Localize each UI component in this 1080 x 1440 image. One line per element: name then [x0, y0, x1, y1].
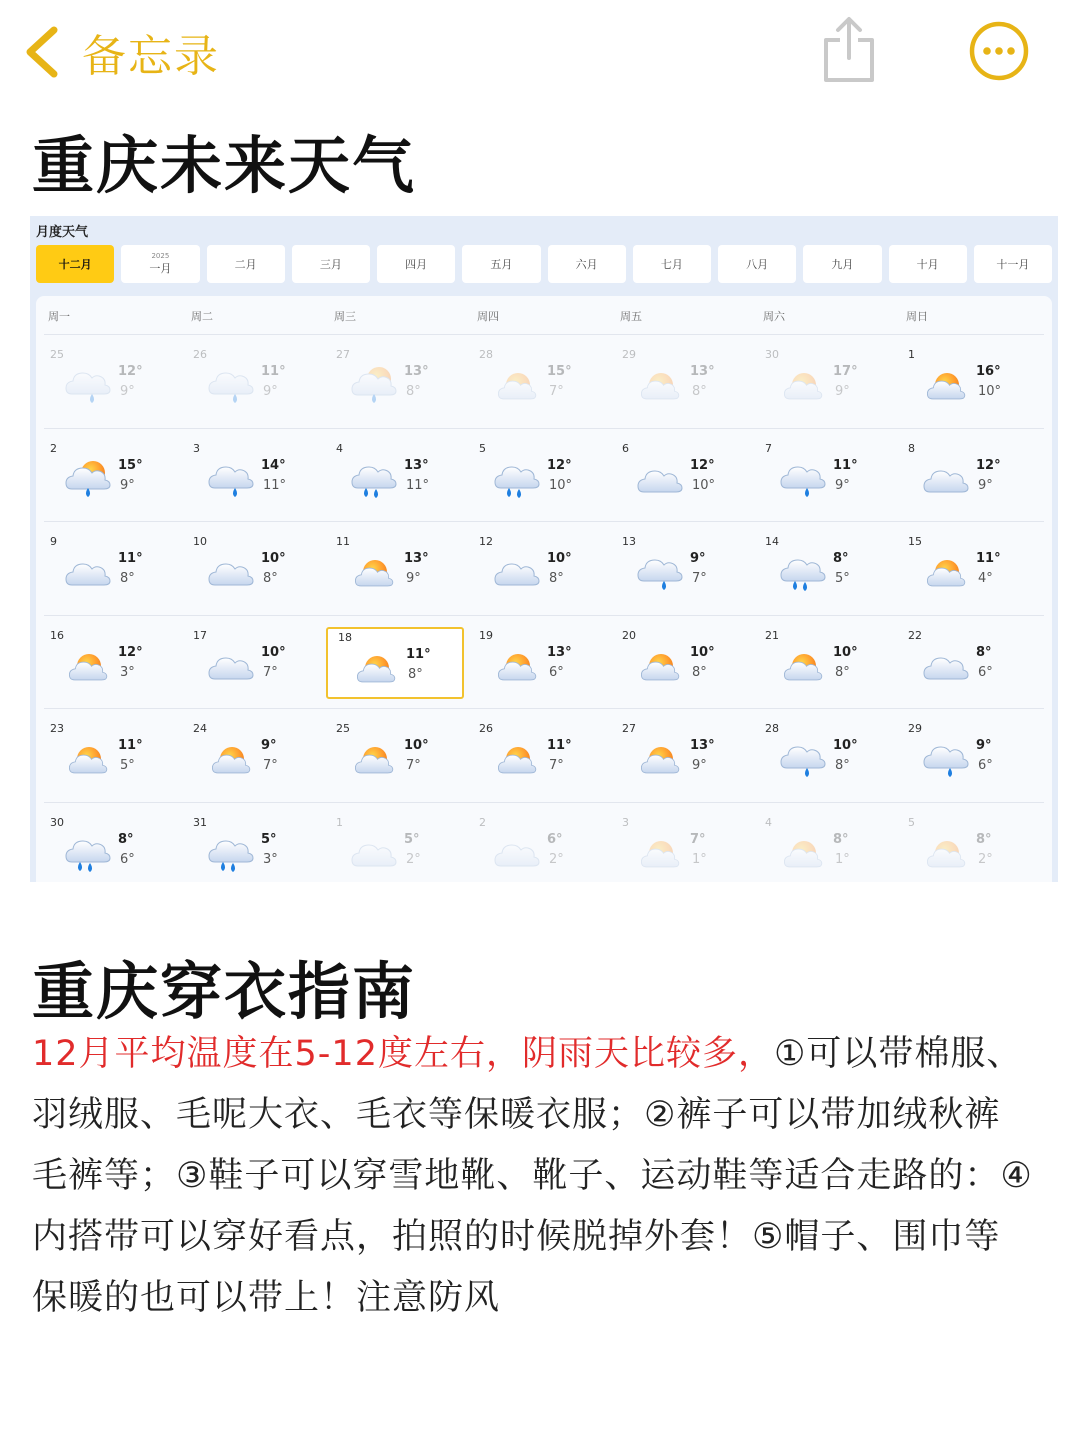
cloud-icon [920, 458, 972, 500]
day-number: 4 [765, 815, 772, 829]
calendar-day[interactable] [326, 346, 464, 418]
month-tab[interactable] [462, 245, 540, 283]
low-temp: 7° [549, 758, 564, 773]
low-temp: 9° [978, 477, 993, 493]
tab-label: 九月 [831, 258, 854, 271]
low-temp: 11° [263, 477, 287, 493]
high-temp: 10° [547, 551, 572, 566]
low-temp: 7° [549, 384, 564, 399]
day-number: 24 [193, 722, 207, 735]
calendar-day[interactable] [612, 346, 750, 418]
sun-cloud-rain-icon [348, 364, 400, 406]
more-options-icon[interactable] [968, 20, 1030, 82]
day-number: 13 [622, 535, 636, 548]
sun-cloud-icon [777, 364, 829, 406]
high-temp: 10° [833, 738, 858, 753]
sun-cloud-icon [350, 647, 402, 689]
high-temp: 12° [976, 457, 1001, 473]
low-temp: 6° [978, 664, 993, 680]
calendar-day[interactable] [755, 814, 893, 883]
weekday-label: 周三 [334, 310, 356, 323]
tab-year: 2025 [151, 252, 170, 260]
tab-label: 十二月 [58, 258, 92, 271]
calendar-day[interactable] [40, 533, 178, 605]
month-tab[interactable] [121, 245, 199, 283]
month-tab[interactable] [377, 245, 455, 283]
weekday-label: 周日 [906, 310, 928, 323]
cloud-icon [348, 832, 400, 874]
sun-cloud-icon [491, 738, 543, 780]
day-number: 27 [622, 722, 636, 735]
row-divider [44, 521, 1044, 522]
tab-label: 三月 [319, 258, 342, 271]
low-temp: 9° [120, 384, 135, 399]
tab-label: 一月 [149, 262, 172, 275]
high-temp: 7° [690, 831, 706, 847]
cloud-icon [920, 645, 972, 687]
low-temp: 9° [835, 477, 850, 493]
day-number: 22 [908, 628, 922, 642]
low-temp: 5° [120, 758, 135, 773]
day-number: 25 [50, 348, 64, 361]
calendar-day[interactable] [183, 720, 321, 792]
low-temp: 2° [978, 851, 993, 867]
weekday-header [36, 296, 1052, 334]
calendar-day[interactable] [40, 720, 178, 792]
tab-label: 二月 [234, 258, 257, 271]
calendar-day[interactable] [755, 440, 893, 512]
low-temp: 9° [835, 384, 850, 399]
low-temp: 3° [120, 664, 135, 680]
high-temp: 10° [690, 644, 715, 660]
low-temp: 11° [406, 477, 430, 493]
high-temp: 9° [690, 551, 706, 566]
cloud-rain-icon [634, 551, 686, 593]
sun-cloud-icon [348, 551, 400, 593]
high-temp: 13° [690, 738, 715, 753]
chevron-left-icon [22, 24, 62, 80]
sun-cloud-icon [777, 832, 829, 874]
sun-cloud-icon [634, 645, 686, 687]
day-number: 30 [765, 348, 779, 361]
day-number: 2 [50, 441, 57, 455]
day-number: 29 [622, 348, 636, 361]
day-number: 6 [622, 441, 629, 455]
high-temp: 8° [976, 644, 992, 660]
calendar-title: 月度天气 [36, 225, 89, 240]
low-temp: 1° [835, 851, 850, 867]
month-tab[interactable] [292, 245, 370, 283]
high-temp: 14° [261, 457, 286, 473]
calendar-day[interactable] [755, 720, 893, 792]
low-temp: 8° [406, 384, 421, 399]
low-temp: 8° [549, 571, 564, 586]
day-number: 20 [622, 628, 636, 642]
high-temp: 11° [261, 364, 286, 379]
calendar-day[interactable] [755, 627, 893, 699]
high-temp: 12° [118, 644, 143, 660]
calendar-day[interactable] [40, 814, 178, 883]
sun-cloud-icon [920, 551, 972, 593]
day-number: 29 [908, 722, 922, 735]
calendar-day[interactable] [898, 814, 1036, 883]
month-tab[interactable] [633, 245, 711, 283]
cloud-icon [491, 832, 543, 874]
high-temp: 13° [690, 364, 715, 379]
row-divider [44, 615, 1044, 616]
sun-cloud-icon [920, 364, 972, 406]
low-temp: 9° [406, 571, 421, 586]
low-temp: 7° [692, 571, 707, 586]
low-temp: 3° [263, 851, 278, 867]
back-button[interactable] [22, 20, 220, 84]
cloud-rain-icon [777, 458, 829, 500]
nav-bar [0, 0, 1080, 100]
month-tab[interactable] [974, 245, 1052, 283]
high-temp: 12° [118, 364, 143, 379]
low-temp: 2° [549, 851, 564, 867]
row-divider [44, 334, 1044, 335]
sun-cloud-icon [491, 364, 543, 406]
cloud-rain-icon [205, 364, 257, 406]
calendar-day[interactable] [898, 440, 1036, 512]
day-number: 3 [193, 441, 200, 455]
day-number: 5 [908, 815, 915, 829]
high-temp: 17° [833, 364, 858, 379]
day-number: 2 [479, 815, 486, 829]
calendar-day[interactable] [898, 627, 1036, 699]
high-temp: 13° [547, 644, 572, 660]
day-number: 28 [479, 348, 493, 361]
high-temp: 6° [547, 831, 563, 847]
day-number: 1 [336, 815, 343, 829]
cloud-heavy-rain-icon [777, 551, 829, 593]
day-number: 10 [193, 535, 207, 548]
calendar-day[interactable] [326, 440, 464, 512]
high-temp: 11° [547, 738, 572, 753]
month-tab[interactable] [548, 245, 626, 283]
high-temp: 8° [976, 831, 992, 847]
tab-label: 十一月 [996, 258, 1030, 271]
low-temp: 8° [408, 666, 423, 682]
calendar-day[interactable] [469, 346, 607, 418]
low-temp: 1° [692, 851, 707, 867]
month-tabs [36, 245, 1052, 283]
low-temp: 6° [978, 758, 993, 773]
high-temp: 9° [976, 738, 992, 753]
high-temp: 11° [118, 551, 143, 566]
low-temp: 8° [120, 571, 135, 586]
cloud-heavy-rain-icon [491, 458, 543, 500]
calendar-day[interactable] [326, 533, 464, 605]
day-number: 11 [336, 535, 350, 548]
low-temp: 7° [263, 758, 278, 773]
cloud-heavy-rain-icon [205, 832, 257, 874]
monthly-weather-calendar [30, 216, 1058, 882]
day-number: 5 [479, 441, 486, 455]
sun-cloud-icon [491, 645, 543, 687]
calendar-day[interactable] [40, 440, 178, 512]
cloud-rain-icon [777, 738, 829, 780]
calendar-day[interactable] [40, 346, 178, 418]
month-tab[interactable] [207, 245, 285, 283]
high-temp: 15° [547, 364, 572, 379]
low-temp: 9° [692, 758, 707, 773]
low-temp: 9° [120, 477, 135, 493]
weekday-label: 周一 [48, 310, 70, 323]
low-temp: 10° [549, 477, 573, 493]
day-number: 9 [50, 535, 57, 548]
cloud-icon [62, 551, 114, 593]
cloud-icon [205, 551, 257, 593]
row-divider [44, 802, 1044, 803]
sun-cloud-icon [920, 832, 972, 874]
cloud-rain-icon [920, 738, 972, 780]
high-temp: 8° [118, 831, 134, 847]
month-tab[interactable] [889, 245, 967, 283]
day-number: 7 [765, 441, 772, 455]
low-temp: 4° [978, 571, 993, 586]
weekday-label: 周四 [477, 310, 499, 323]
month-tab[interactable] [803, 245, 881, 283]
sun-cloud-icon [634, 738, 686, 780]
low-temp: 7° [263, 664, 278, 680]
calendar-day[interactable] [183, 627, 321, 699]
weekday-label: 周二 [191, 310, 213, 323]
calendar-day[interactable] [612, 533, 750, 605]
low-temp: 8° [692, 664, 707, 680]
sun-cloud-icon [777, 645, 829, 687]
tab-label: 十月 [916, 258, 939, 271]
calendar-day-today[interactable] [326, 627, 464, 699]
day-number: 16 [50, 628, 64, 642]
high-temp: 10° [833, 644, 858, 660]
calendar-day[interactable] [755, 346, 893, 418]
high-temp: 16° [976, 364, 1001, 379]
tab-label: 八月 [746, 258, 769, 271]
high-temp: 15° [118, 457, 143, 473]
guide-highlight: 12月平均温度在5-12度左右，阴雨天比较多， [32, 1034, 774, 1074]
row-divider [44, 708, 1044, 709]
calendar-day[interactable] [469, 720, 607, 792]
day-number: 28 [765, 722, 779, 735]
day-number: 19 [479, 628, 493, 642]
day-number: 8 [908, 441, 915, 455]
sun-cloud-icon [62, 738, 114, 780]
tab-label: 五月 [490, 258, 513, 271]
sun-cloud-icon [205, 738, 257, 780]
calendar-day[interactable] [755, 533, 893, 605]
guide-body: ①可以带棉服、羽绒服、毛呢大衣、毛衣等保暖衣服；②裤子可以带加绒秋裤毛裤等；③鞋子可以穿雪地靴、靴子、运动鞋等适合走路的：④内搭带可以穿好看点，拍照的时候脱掉外套！⑤帽子、围巾等保暖的也可以带上！注意防风 [32, 1034, 1033, 1318]
day-number: 14 [765, 535, 779, 548]
calendar-day[interactable] [326, 814, 464, 883]
high-temp: 11° [406, 646, 431, 662]
calendar-day[interactable] [612, 814, 750, 883]
sun-cloud-icon [634, 364, 686, 406]
day-number: 26 [193, 348, 207, 361]
day-number: 12 [479, 535, 493, 548]
calendar-day[interactable] [469, 440, 607, 512]
calendar-grid [36, 296, 1052, 882]
cloud-icon [205, 645, 257, 687]
weekday-label: 周六 [763, 310, 785, 323]
high-temp: 11° [976, 551, 1001, 566]
tab-label: 六月 [575, 258, 598, 271]
high-temp: 11° [118, 738, 143, 753]
low-temp: 5° [835, 571, 850, 586]
calendar-day[interactable] [612, 720, 750, 792]
calendar-day[interactable] [326, 720, 464, 792]
high-temp: 5° [404, 831, 420, 847]
day-number: 25 [336, 722, 350, 735]
sun-cloud-icon [634, 832, 686, 874]
sun-cloud-icon [348, 738, 400, 780]
day-number: 17 [193, 628, 207, 642]
calendar-day[interactable] [898, 533, 1036, 605]
calendar-day[interactable] [612, 440, 750, 512]
calendar-day[interactable] [183, 533, 321, 605]
calendar-day[interactable] [183, 346, 321, 418]
month-tab[interactable] [718, 245, 796, 283]
day-number: 30 [50, 815, 64, 829]
share-icon[interactable] [818, 14, 880, 86]
calendar-day[interactable] [183, 814, 321, 883]
row-divider [44, 428, 1044, 429]
low-temp: 7° [406, 758, 421, 773]
sun-cloud-rain-icon [62, 458, 114, 500]
high-temp: 10° [261, 551, 286, 566]
high-temp: 13° [404, 364, 429, 379]
high-temp: 13° [404, 457, 429, 473]
day-number: 3 [622, 815, 629, 829]
day-number: 4 [336, 441, 343, 455]
tab-label: 七月 [660, 258, 683, 271]
calendar-day[interactable] [469, 627, 607, 699]
calendar-day[interactable] [612, 627, 750, 699]
guide-title: 重庆穿衣指南 [32, 955, 417, 1028]
day-number: 15 [908, 535, 922, 548]
high-temp: 12° [547, 457, 572, 473]
calendar-day[interactable] [469, 533, 607, 605]
low-temp: 8° [263, 571, 278, 586]
low-temp: 2° [406, 851, 421, 867]
guide-paragraph [32, 1024, 1036, 1329]
low-temp: 6° [549, 664, 564, 680]
cloud-rain-icon [62, 364, 114, 406]
high-temp: 10° [261, 644, 286, 660]
cloud-icon [634, 458, 686, 500]
calendar-day[interactable] [898, 720, 1036, 792]
day-number: 26 [479, 722, 493, 735]
sun-cloud-icon [62, 645, 114, 687]
back-label: 备忘录 [82, 31, 220, 82]
weekday-label: 周五 [620, 310, 642, 323]
low-temp: 10° [692, 477, 716, 493]
high-temp: 8° [833, 551, 849, 566]
high-temp: 12° [690, 457, 715, 473]
low-temp: 6° [120, 851, 135, 867]
low-temp: 9° [263, 384, 278, 399]
cloud-heavy-rain-icon [62, 832, 114, 874]
tab-label: 四月 [405, 258, 428, 271]
day-number: 23 [50, 722, 64, 735]
high-temp: 9° [261, 738, 277, 753]
month-tab[interactable] [36, 245, 114, 283]
calendar-day[interactable] [898, 346, 1036, 418]
day-number: 1 [908, 348, 915, 361]
day-number: 27 [336, 348, 350, 361]
cloud-heavy-rain-icon [348, 458, 400, 500]
high-temp: 5° [261, 831, 277, 847]
page-title: 重庆未来天气 [32, 129, 417, 202]
low-temp: 8° [835, 664, 850, 680]
calendar-day[interactable] [469, 814, 607, 883]
low-temp: 10° [978, 384, 1002, 399]
low-temp: 8° [692, 384, 707, 399]
high-temp: 10° [404, 738, 429, 753]
cloud-icon [491, 551, 543, 593]
day-number: 31 [193, 815, 207, 829]
high-temp: 8° [833, 831, 849, 847]
high-temp: 13° [404, 551, 429, 566]
low-temp: 8° [835, 758, 850, 773]
calendar-day[interactable] [183, 440, 321, 512]
cloud-rain-icon [205, 458, 257, 500]
high-temp: 11° [833, 457, 858, 473]
calendar-day[interactable] [40, 627, 178, 699]
day-number: 21 [765, 628, 779, 642]
day-number: 18 [338, 630, 352, 644]
